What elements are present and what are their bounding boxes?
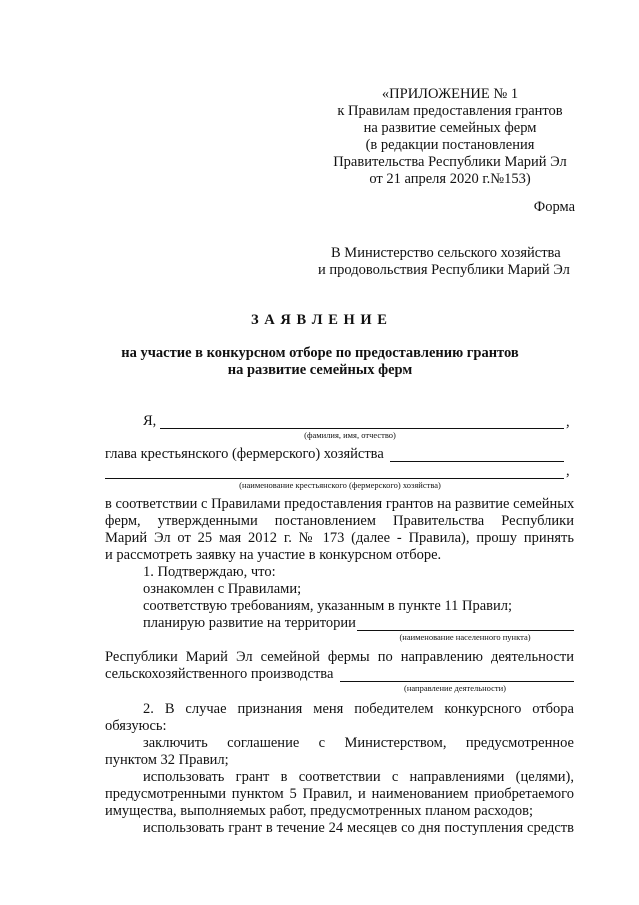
settlement-field[interactable] (357, 630, 574, 631)
appendix-line: (в редакции постановления (365, 137, 535, 153)
item-2-line: использовать грант в соответствии с направлениями (целями), (143, 769, 574, 785)
appendix-line: на развитие семейных ферм (363, 120, 537, 136)
document-subtitle: на участие в конкурсном отборе по предоставлению грантов (121, 345, 519, 361)
settlement-hint: (наименование населенного пункта) (399, 632, 531, 642)
paragraph-line: Республики Марий Эл семейной фермы по направлению деятельности (105, 649, 574, 665)
direction-hint: (направление деятельности) (403, 683, 506, 693)
direction-field[interactable] (340, 681, 574, 682)
paragraph-line: и рассмотреть заявку на участие в конкурсном отборе. (105, 547, 442, 563)
farm-head-label: глава крестьянского (фермерского) хозяйства (105, 446, 384, 462)
document-subtitle: на развитие семейных ферм (227, 362, 413, 378)
farm-name-hint: (наименование крестьянского (фермерского) хозяйства) (239, 480, 441, 490)
item-2-line: обязуюсь: (105, 718, 167, 734)
item-2-line: 2. В случае признания меня победителем конкурсного отбора (143, 701, 574, 717)
fio-hint: (фамилия, имя, отчество) (304, 430, 396, 440)
appendix-line: к Правилам предоставления грантов (337, 103, 563, 119)
paragraph-line: в соответствии с Правилами предоставления грантов на развитие семейных (105, 496, 575, 512)
appendix-line: Правительства Республики Марий Эл (333, 154, 567, 170)
paragraph-line: Марий Эл от 25 мая 2012 г. № 173 (далее - Правила), прошу принять (105, 530, 574, 546)
item-1-heading: 1. Подтверждаю, что: (143, 564, 276, 580)
comma: , (566, 414, 570, 430)
item-2-line: заключить соглашение с Министерством, предусмотренное (143, 735, 574, 751)
addressee-line: и продовольствия Республики Марий Эл (318, 262, 570, 278)
item-2-line: пунктом 32 Правил; (105, 752, 229, 768)
farm-name-field[interactable] (105, 478, 564, 479)
appendix-title: «ПРИЛОЖЕНИЕ № 1 (381, 86, 519, 102)
farm-head-field[interactable] (390, 461, 564, 462)
item-1-line: планирую развитие на территории (143, 615, 356, 631)
paragraph-line: сельскохозяйственного производства (105, 666, 334, 682)
item-2-line: использовать грант в течение 24 месяцев со дня поступления средств (143, 820, 574, 836)
item-1-line: соответствую требованиям, указанным в пункте 11 Правил; (143, 598, 512, 614)
item-2-line: имущества, выполняемых работ, предусмотренных планом расходов; (105, 803, 533, 819)
item-2-line: предусмотренными пунктом 5 Правил, и наименованием приобретаемого (105, 786, 574, 802)
comma: , (566, 463, 570, 479)
fio-field[interactable] (160, 428, 564, 429)
item-1-line: ознакомлен с Правилами; (143, 581, 302, 597)
form-label: Форма (533, 199, 575, 215)
paragraph-line: ферм, утвержденными постановлением Правительства Республики (105, 513, 574, 529)
appendix-date-line: от 21 апреля 2020 г.№153) (369, 171, 531, 187)
document-title: З А Я В Л Е Н И Е (251, 312, 388, 328)
addressee-line: В Министерство сельского хозяйства (331, 245, 561, 261)
ya-label: Я, (143, 413, 157, 429)
